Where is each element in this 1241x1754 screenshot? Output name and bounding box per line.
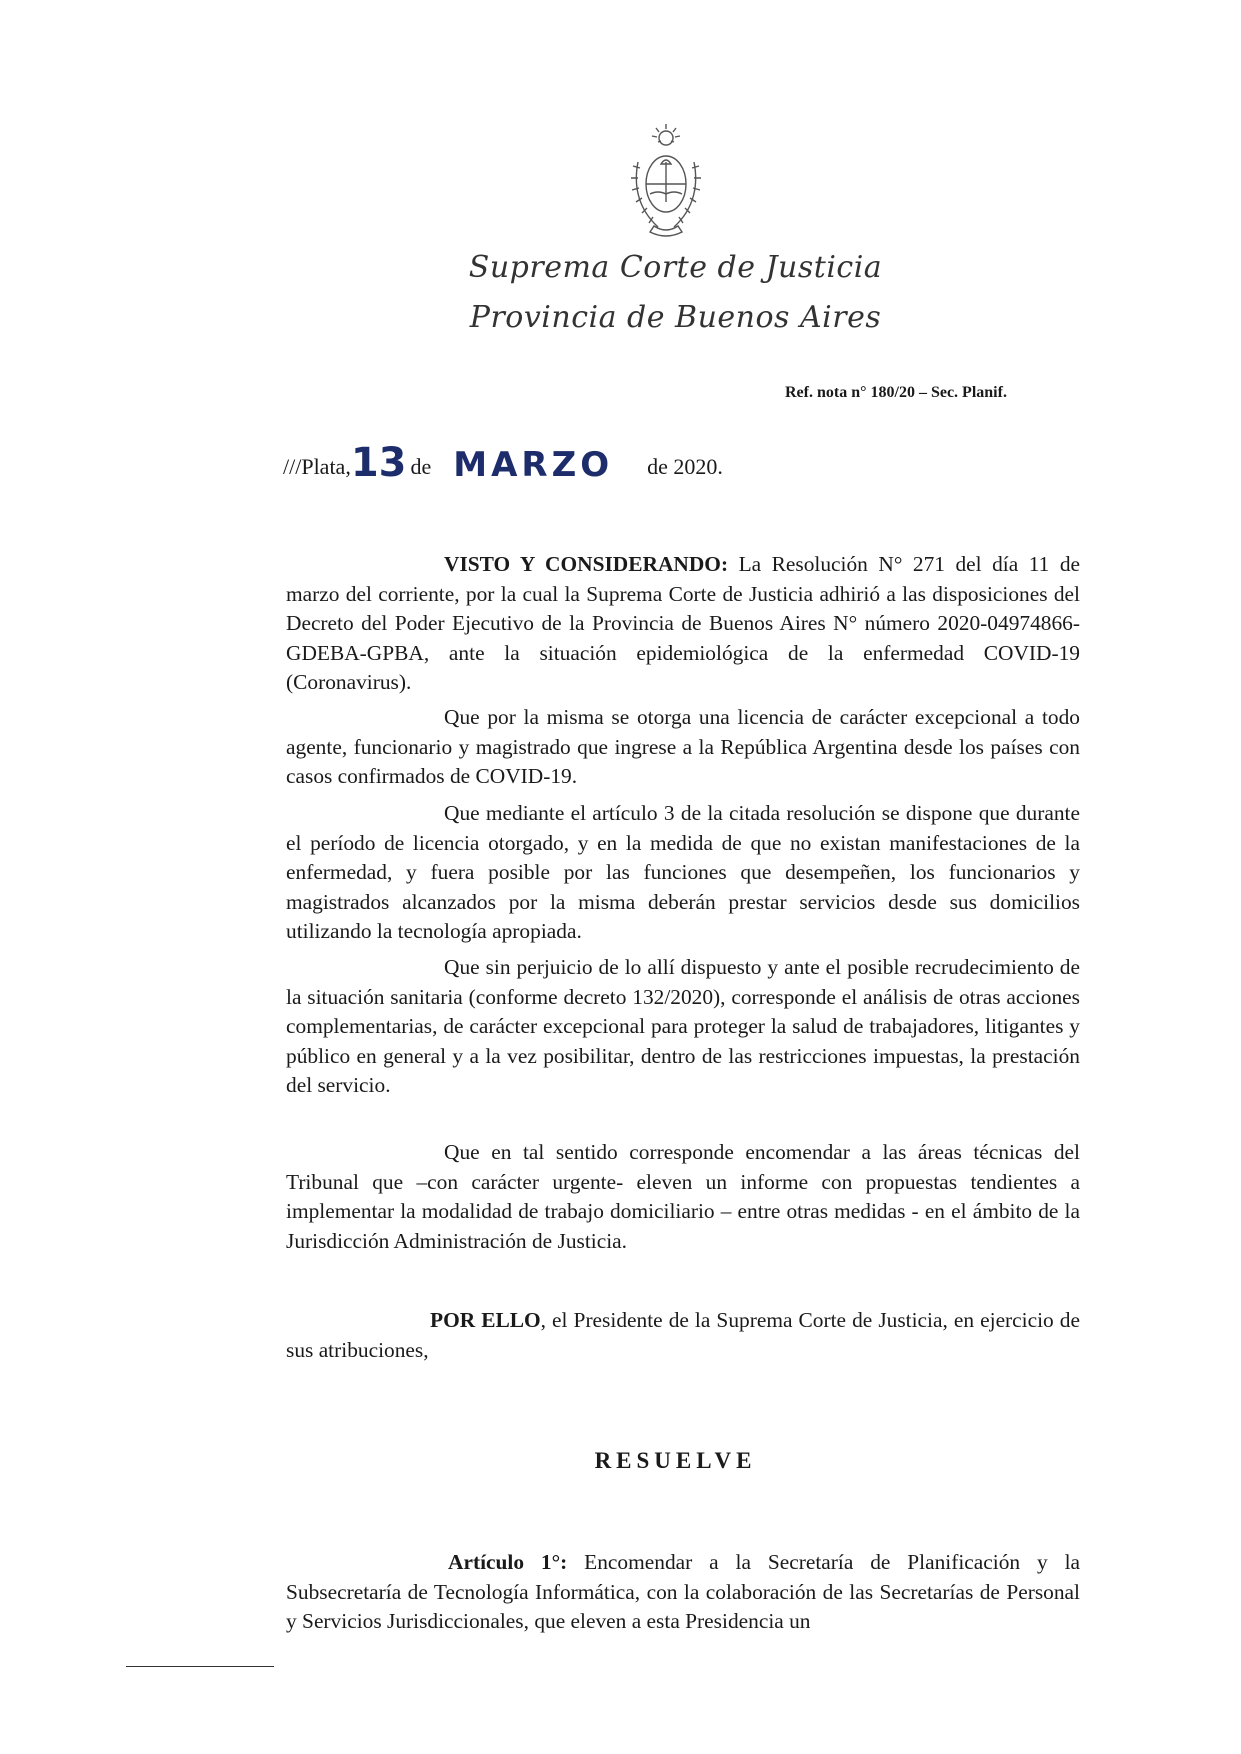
paragraph-perjuicio [286,953,1080,1101]
perjuicio-text: Que sin perjuicio de lo allí dispuesto y ante el posible recrudecimiento de la situación sanitaria (conforme decreto 132/2020), corresponde el análisis de otras acciones complementarias, de carácter excepcional para proteger la salud de trabajadores, litigantes y público en general y a la vez posibilitar, dentro de las restricciones impuestas, la prestación del servicio. [286,955,1080,1097]
dateline-de: de [410,454,432,479]
resuelve-heading: RESUELVE [594,1448,757,1473]
handwritten-day: 13 [350,440,407,486]
articulo-3-text: Que mediante el artículo 3 de la citada resolución se dispone que durante el período de licencia otorgado, y en la medida de que no existan manifestaciones de la enfermedad, y fuera posible por las funciones que desempeñen, los funcionarios y magistrados alcanzados por la misma deberán prestar servicios desde sus domicilios utilizando la tecnología apropiada. [286,801,1080,943]
handwritten-month: MARZO [453,445,614,485]
paragraph-visto [286,550,1080,698]
paragraph-articulo-3 [286,799,1080,947]
visto-text: La Resolución N° 271 del día 11 de marzo del corriente, por la cual la Suprema Corte de Justicia adhirió a las disposiciones del Decreto del Poder Ejecutivo de la Provincia de Buenos Aires N° número 2020-04974866-GDEBA-GPBA, ante la situación epidemiológica de la enfermedad COVID-19 (Coronavirus). [286,552,1081,694]
footnote-rule [126,1666,274,1667]
paragraph-articulo-1 [286,1548,1080,1637]
province-name-heading: Provincia de Buenos Aires [469,300,882,335]
paragraph-sentido [286,1138,1080,1256]
articulo-1-text: Encomendar a la Secretaría de Planificación y la Subsecretaría de Tecnología Informática, con la colaboración de las Secretarías de Personal y Servicios Jurisdiccionales, que eleven a esta Presidencia un [286,1550,1080,1633]
paragraph-licencia [286,703,1080,792]
por-ello-lead: POR ELLO [430,1308,541,1332]
coat-of-arms-seal [628,122,704,240]
dateline [283,440,723,486]
dateline-prefix: ///Plata, [283,454,351,479]
articulo-1-lead: Artículo 1°: [448,1550,568,1574]
reference-note: Ref. nota n° 180/20 – Sec. Planif. [785,384,1007,401]
sentido-text: Que en tal sentido corresponde encomendar a las áreas técnicas del Tribunal que –con carácter urgente- eleven un informe con propuestas tendientes a implementar la modalidad de trabajo domiciliario – entre otras medidas - en el ámbito de la Jurisdicción Administración de Justicia. [286,1140,1080,1253]
licencia-text: Que por la misma se otorga una licencia de carácter excepcional a todo agente, funcionario y magistrado que ingrese a la República Argentina desde los países con casos confirmados de COVID-19. [286,705,1080,788]
dateline-year: de 2020. [647,454,723,479]
court-name-heading: Suprema Corte de Justicia [468,250,883,285]
paragraph-por-ello [286,1306,1080,1365]
por-ello-text: , el Presidente de la Suprema Corte de Justicia, en ejercicio de sus atribuciones, [286,1308,1080,1362]
visto-lead: VISTO Y CONSIDERANDO: [444,552,729,576]
